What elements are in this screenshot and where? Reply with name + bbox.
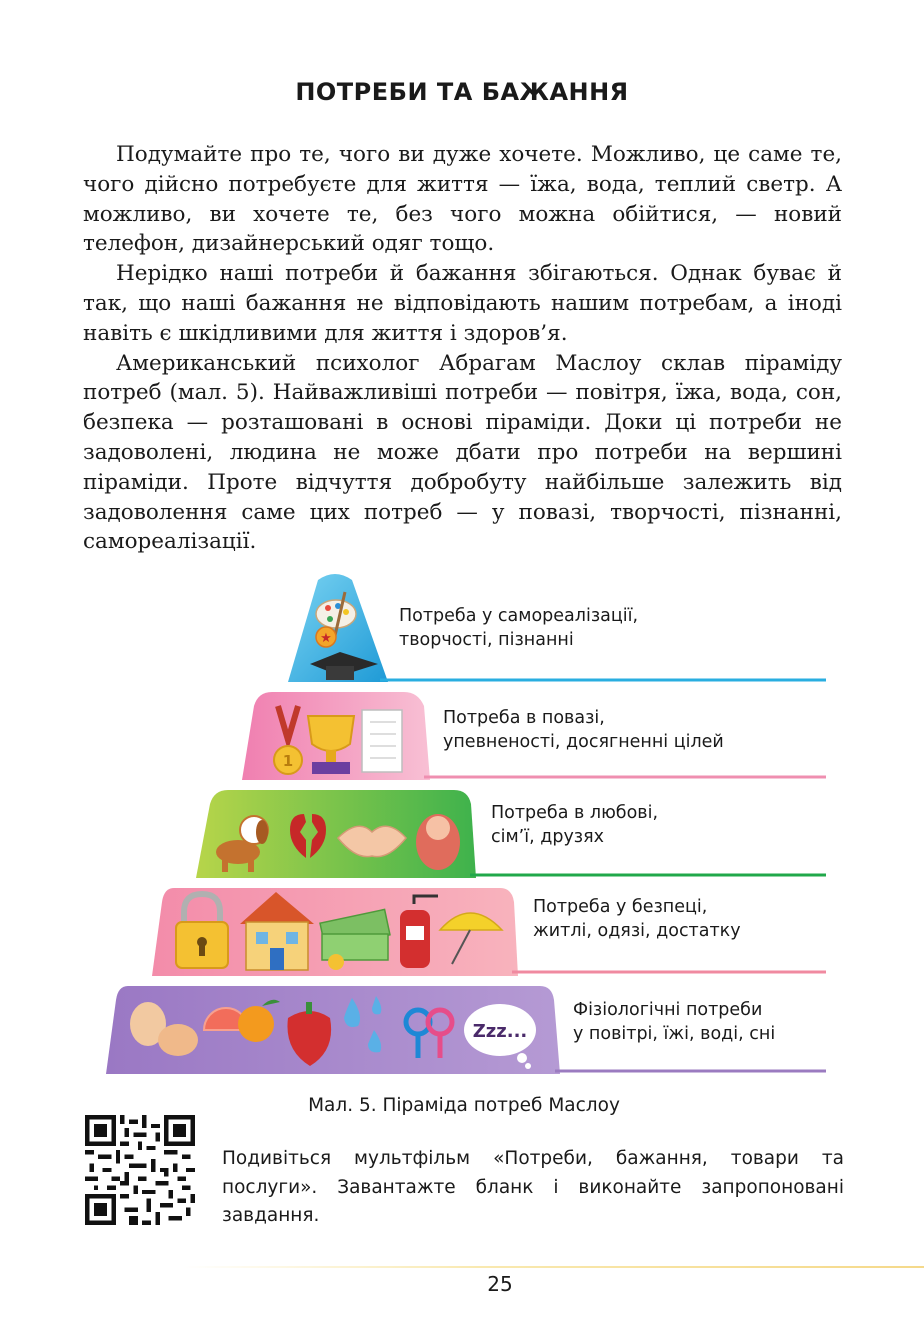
medal-star-icon (316, 627, 336, 647)
figure-caption: Мал. 5. Піраміда потреб Маслоу (308, 1095, 620, 1116)
paragraph-2: Нерідко наші потреби й бажання збігаються. Однак буває й так, що наші бажання не відповідають нашим потребам, а іноді навіть є шкідливими для життя і здоров’я. (83, 261, 842, 346)
body-text (83, 140, 842, 557)
trophy-icon (308, 716, 354, 774)
baby-icon (416, 814, 460, 870)
tier-label-esteem: Потреба в повазі, упевненості, досягненні цілей (443, 708, 724, 752)
svg-text:1: 1 (282, 752, 294, 770)
maslow-pyramid (0, 568, 924, 1088)
page-title: ПОТРЕБИ ТА БАЖАННЯ (295, 78, 629, 106)
tier-label-love: Потреба в любові, сім’ї, друзях (491, 803, 659, 847)
paragraph-1: Подумайте про те, чого ви дуже хочете. Можливо, це саме те, чого дійсно потребуєте для життя — їжа, вода, теплий светр. А можливо, ви хочете те, без чого можна обійтися, — новий телефон, дизайнерський одяг тощо. (83, 142, 842, 257)
sleep-text: Zzz... (472, 1021, 528, 1042)
svg-text:★: ★ (320, 631, 332, 646)
footer-divider (183, 1266, 924, 1268)
qr-instructions: Подивіться мультфільм «Потреби, бажання, товари та послуги». Завантажте бланк і виконайте запропоновані завдання. (222, 1148, 844, 1226)
tier-label-safety: Потреба у безпеці, житлі, одязі, достатку (533, 897, 741, 941)
tier-label-physiological: Фізіологічні потреби у повітрі, їжі, воді, сні (573, 1000, 776, 1044)
qr-code-icon[interactable] (85, 1115, 195, 1225)
checklist-icon (362, 710, 402, 772)
page-number: 25 (487, 1272, 513, 1296)
tier-label-self-actualization: Потреба у самореалізації, творчості, пізнанні (399, 606, 639, 650)
paragraph-3: Американський психолог Абрагам Маслоу склав піраміду потреб (мал. 5). Найважливіші потреби — повітря, їжа, вода, сон, безпека — розташовані в основі піраміди. Доки ці потреби не задоволені, людина не може дбати про потреби на вершині піраміди. Проте відчуття добробуту найбільше залежить від задоволення саме цих потреб — у повазі, творчості, пізнанні, самореалізації. (83, 350, 842, 555)
